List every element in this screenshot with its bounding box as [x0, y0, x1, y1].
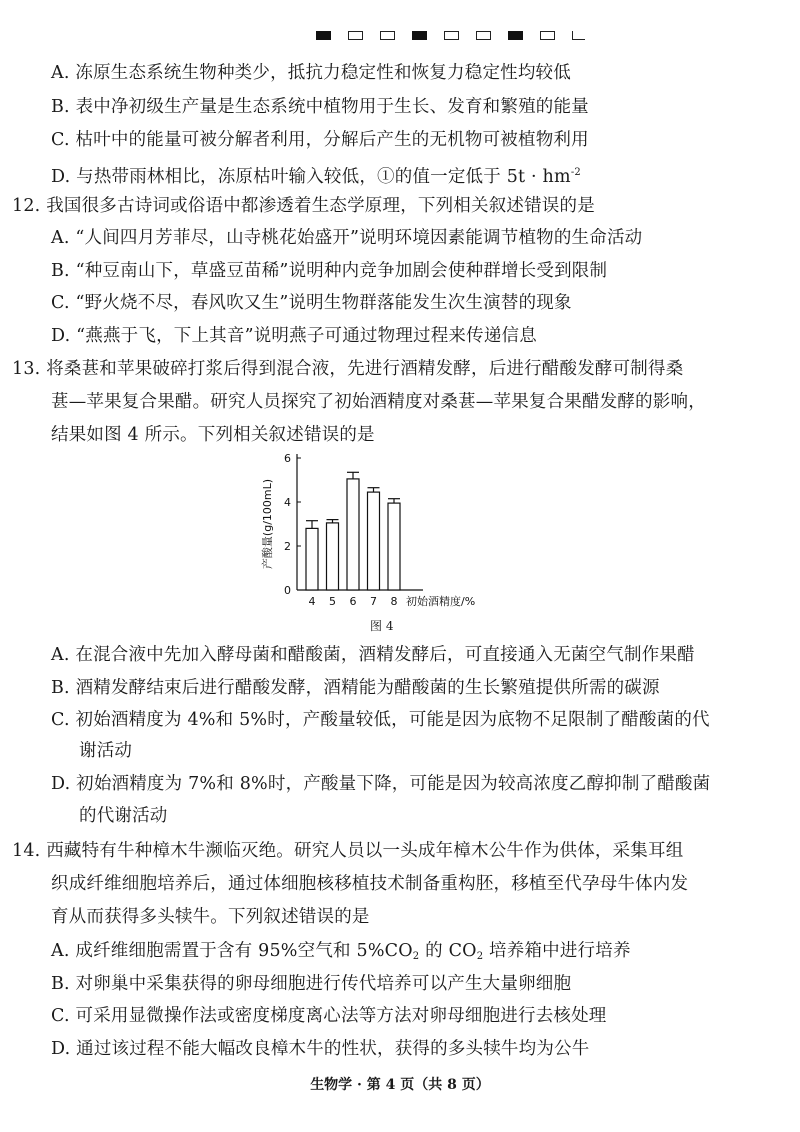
header-mark: [412, 31, 427, 40]
q14-option-c: C. 可采用显微操作法或密度梯度离心法等方法对卵母细胞进行去核处理: [51, 1006, 607, 1026]
q14-option-a-sub2: 2: [476, 951, 484, 962]
q14-stem-line-2: 织成纤维细胞培养后，通过体细胞核移植技术制备重构胚，移植至代孕母牛体内发: [51, 874, 689, 894]
figure-caption: 图 4: [370, 619, 394, 633]
q13-option-d-cont: 的代谢活动: [79, 806, 168, 826]
q13-stem-line-1: 13. 将桑葚和苹果破碎打浆后得到混合液，先进行酒精发酵，后进行醋酸发酵可制得桑: [12, 359, 684, 379]
q11-option-d: [51, 162, 581, 188]
q12-stem: 12. 我国很多古诗词或俗语中都渗透着生态学原理，下列相关叙述错误的是: [12, 196, 595, 216]
q14-option-a: [51, 940, 631, 968]
q14-stem-line-3: 育从而获得多头犊牛。下列叙述错误的是: [51, 907, 370, 927]
header-mark: [348, 31, 363, 40]
header-mark: [540, 31, 555, 40]
q14-option-a-sub1: 2: [412, 951, 420, 962]
bar: [368, 492, 380, 590]
y-tick-label: 4: [284, 496, 291, 509]
x-axis-label: 初始酒精度/%: [406, 595, 476, 608]
header-mark: [572, 31, 585, 40]
y-tick-label: 0: [284, 584, 291, 597]
q14-stem-line-1: 14. 西藏特有牛种樟木牛濒临灭绝。研究人员以一头成年樟木公牛作为供体，采集耳组: [12, 841, 684, 861]
header-mark: [444, 31, 459, 40]
x-tick-label: 5: [329, 595, 336, 608]
q11-option-d-text: D. 与热带雨林相比，冻原枯叶输入较低，①的值一定低于 5t · hm: [51, 167, 571, 187]
q13-option-d: D. 初始酒精度为 7%和 8%时，产酸量下降，可能是因为较高浓度乙醇抑制了醋酸菌: [51, 774, 711, 794]
q11-option-a: A. 冻原生态系统生物种类少，抵抗力稳定性和恢复力稳定性均较低: [51, 63, 571, 83]
q12-option-c: C. “野火烧不尽，春风吹又生”说明生物群落能发生次生演替的现象: [51, 293, 572, 313]
q13-option-b: B. 酒精发酵结束后进行醋酸发酵，酒精能为醋酸菌的生长繁殖提供所需的碳源: [51, 678, 660, 698]
q14-option-a-part2: 的 CO: [419, 941, 477, 961]
header-mark: [380, 31, 395, 40]
header-marks: [316, 31, 585, 40]
q14-option-d: D. 通过该过程不能大幅改良樟木牛的性状，获得的多头犊牛均为公牛: [51, 1039, 590, 1059]
bar: [306, 528, 318, 590]
q13-stem-line-3: 结果如图 4 所示。下列相关叙述错误的是: [51, 425, 375, 445]
x-tick-label: 4: [308, 595, 316, 608]
q12-option-d: D. “燕燕于飞，下上其音”说明燕子可通过物理过程来传递信息: [51, 326, 537, 346]
q11-option-c: C. 枯叶中的能量可被分解者利用，分解后产生的无机物可被植物利用: [51, 130, 589, 150]
page-footer: 生物学 · 第 4 页（共 8 页）: [310, 1077, 490, 1093]
bar-chart-svg: [255, 448, 515, 616]
x-tick-label: 8: [390, 595, 398, 608]
q12-option-b: B. “种豆南山下，草盛豆苗稀”说明种内竞争加剧会使种群增长受到限制: [51, 261, 608, 281]
y-tick-label: 2: [284, 540, 291, 553]
q13-option-c: C. 初始酒精度为 4%和 5%时，产酸量较低，可能是因为底物不足限制了醋酸菌的代: [51, 710, 710, 730]
header-mark: [316, 31, 331, 40]
bar: [327, 523, 339, 590]
q13-option-c-cont: 谢活动: [79, 741, 133, 761]
q13-stem-line-2: 葚—苹果复合果醋。研究人员探究了初始酒精度对桑葚—苹果复合果醋发酵的影响，: [51, 392, 706, 412]
q12-option-a: A. “人间四月芳菲尽，山寺桃花始盛开”说明环境因素能调节植物的生命活动: [51, 228, 643, 248]
x-tick-label: 6: [349, 595, 357, 608]
bar: [347, 479, 359, 590]
header-mark: [508, 31, 523, 40]
bar: [388, 503, 400, 590]
x-tick-label: 7: [370, 595, 377, 608]
q14-option-b: B. 对卵巢中采集获得的卵母细胞进行传代培养可以产生大量卵细胞: [51, 974, 572, 994]
q14-option-a-part3: 培养箱中进行培养: [483, 941, 631, 961]
q13-option-a: A. 在混合液中先加入酵母菌和醋酸菌，酒精发酵后，可直接通入无菌空气制作果醋: [51, 645, 695, 665]
y-axis-label: 产酸量(g/100mL): [261, 478, 274, 570]
q11-option-b: B. 表中净初级生产量是生态系统中植物用于生长、发育和繁殖的能量: [51, 97, 589, 117]
figure-4-chart: [255, 448, 515, 620]
y-tick-label: 6: [284, 452, 291, 465]
header-mark: [476, 31, 491, 40]
q14-option-a-part1: A. 成纤维细胞需置于含有 95%空气和 5%CO: [51, 941, 413, 961]
q11-option-d-exponent: -2: [570, 167, 581, 178]
